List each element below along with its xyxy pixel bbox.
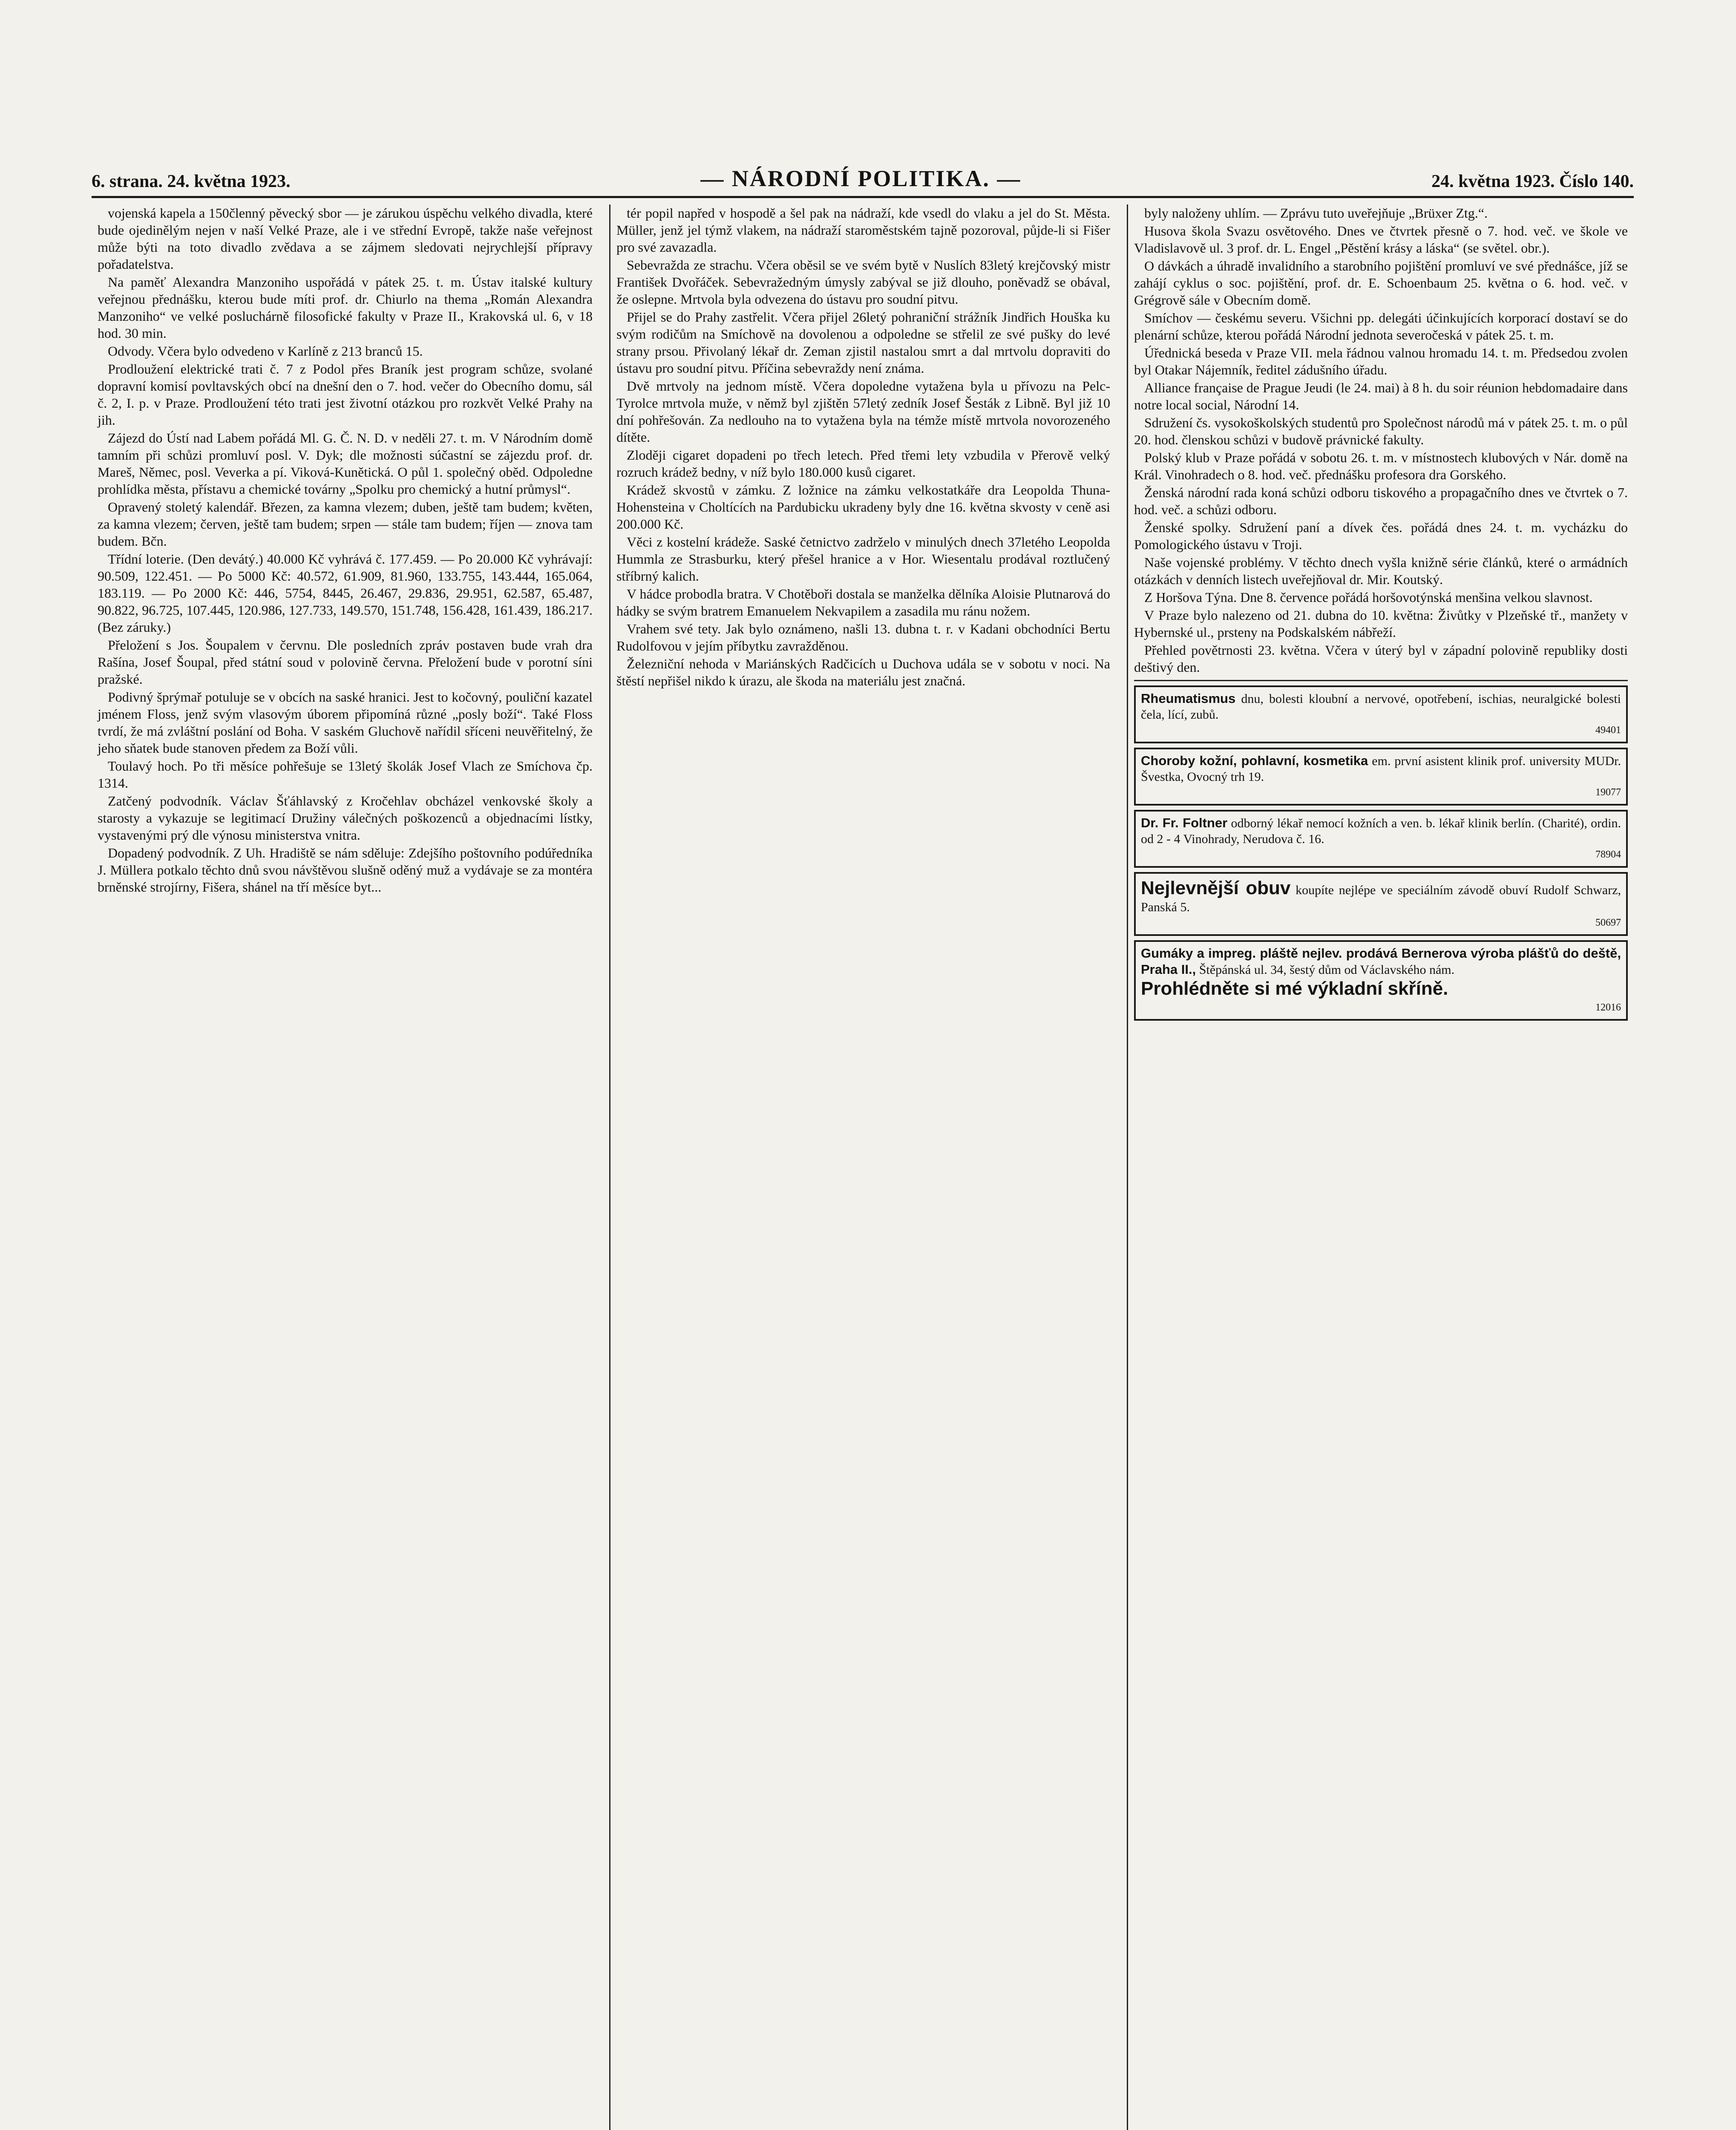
column-3-articles — [1134, 204, 1628, 676]
ad-text: odborný lékař nemocí kožních a ven. b. lékař klinik berlín. (Charité), ordin. od 2 - 4 Vinohrady, Nerudova č. 16. — [1141, 816, 1621, 846]
article-paragraph: Ženská národní rada koná schůzi odboru tiskového a propagačního dnes ve čtvrtek o 7. hod. več. a schůzi odboru. — [1134, 485, 1628, 517]
article-paragraph: Přehled povětrnosti 23. května. Včera v úterý byl v západní polovině republiky dosti deštivý den. — [1134, 642, 1628, 675]
article-paragraph: Přijel se do Prahy zastřelit. Včera přijel 26letý pohraniční strážník Jindřich Houška ku svým rodičům na Smíchově na dovolenou a odpoledne se střelil ze své pušky do levé strany prsou. Přivolaný lékař dr. Zeman zjistil nastalou smrt a dal mrtvolu dopraviti do ústavu pro soudní pitvu. Příčina sebevraždy není známa. — [616, 309, 1110, 376]
article-paragraph: Zájezd do Ústí nad Labem pořádá Ml. G. Č. N. D. v neděli 27. t. m. V Národním domě tamním při schůzi promluví posl. V. Dyk; dle možnosti súčastní se zájezdu prof. dr. Mareš, Němec, posl. Veverka a pí. Viková-Kunětická. O půl 1. společný oběd. Odpoledne prohlídka města, přístavu a chemické továrny „Spolku pro chemický a hutní průmysl“. — [98, 430, 593, 497]
article-paragraph: Sebevražda ze strachu. Včera oběsil se ve svém bytě v Nuslích 83letý krejčovský mistr František Dvořáček. Sebevražedným úmysly zabýval se již dlouho, poněvadž se obával, že oslepne. Mrtvola byla odvezena do ústavu pro soudní pitvu. — [616, 257, 1110, 307]
ad-title: Dr. Fr. Foltner — [1141, 815, 1228, 830]
ad-number: 12016 — [1595, 1002, 1621, 1013]
article-paragraph: Odvody. Včera bylo odvedeno v Karlíně z 213 branců 15. — [108, 343, 423, 359]
ad-rheumatismus — [1134, 685, 1628, 743]
article-paragraph: O dávkách a úhradě invalidního a starobního pojištění promluví ve své přednášce, jíž se zahájí cyklus o soc. pojištění, prof. dr. E. Schoenbaum 25. května o 6. hod. več. v Grégrově sále v Obecním domě. — [1134, 258, 1628, 308]
article-paragraph: Třídní loterie. (Den devátý.) 40.000 Kč vyhrává č. 177.459. — Po 20.000 Kč vyhrávají: 90.509, 122.451. — Po 5000 Kč: 40.572, 61.909, 81.960, 133.755, 143.444, 165.064, 183.119. — Po 2000 Kč: 446, 5754, 8445, 26.467, 29.836, 29.951, 62.587, 65.487, 90.822, 96.725, 107.445, 120.986, 127.733, 149.570, 151.748, 156.428, 161.439, 186.217. (Bez záruky.) — [98, 551, 593, 635]
article-paragraph: Husova škola Svazu osvětového. Dnes ve čtvrtek přesně o 7. hod. več. ve škole ve Vladislavově ul. 3 prof. dr. L. Engel „Pěstění krásy a láska“ (se světel. obr.). — [1134, 223, 1628, 256]
article-paragraph: Vrahem své tety. Jak bylo oznámeno, našli 13. dubna t. r. v Kadani obchodníci Bertu Rudolfovou v jejím příbytku zavražděnou. — [616, 621, 1110, 653]
ad-cta: Prohlédněte si mé výkladní skříně. — [1141, 978, 1448, 999]
article-columns — [92, 204, 1634, 2130]
article-paragraph: Dopadený podvodník. Z Uh. Hradiště se nám sděluje: Zdejšího poštovního podúředníka J. Müllera potkalo těchto dnů svou návštěvou slušně oděný muž a vydávaje se za montéra brněnské strojírny, Fišera, shánel na tří měsíce byt... — [98, 845, 593, 895]
article-paragraph: tér popil napřed v hospodě a šel pak na nádraží, kde vsedl do vlaku a jel do St. Města. Müller, jenž jel týmž vlakem, na nádraží staroměstském tajně pozoroval, půjde-li si Fišer pro své zavazadla. — [616, 205, 1110, 255]
article-paragraph: Ženské spolky. Sdružení paní a dívek čes. pořádá dnes 24. t. m. vycházku do Pomologického ústavu v Troji. — [1134, 520, 1628, 552]
article-paragraph: Opravený stoletý kalendář. Březen, za kamna vlezem; duben, ještě tam budem; květen, za kamna vlezem; červen, ještě tam budem; srpen — stále tam budem; říjen — znova tam budem. Bčn. — [98, 499, 593, 549]
ad-text: dnu, bolesti kloubní a nervové, opotřebení, ischias, neuralgické bolesti čela, lící, zubů. — [1141, 692, 1621, 722]
ad-number: 19077 — [1595, 787, 1621, 798]
article-paragraph: Polský klub v Praze pořádá v sobotu 26. t. m. v místnostech klubových v Nár. domě na Král. Vinohradech o 8. hod. več. přednášku profesora dra Gorského. — [1134, 450, 1628, 482]
article-paragraph: Železniční nehoda v Mariánských Radčicích u Duchova udála se v sobotu v noci. Na štěstí nepřišel nikdo k úrazu, ale škoda na materiálu jest značná. — [616, 656, 1110, 688]
article-paragraph: V Praze bylo nalezeno od 21. dubna do 10. května: Živůtky v Plzeňské tř., manžety v Hybernské ul., prsteny na Podskalském nábřeží. — [1134, 607, 1628, 640]
article-paragraph: Krádež skvostů v zámku. Z ložnice na zámku velkostatkáře dra Leopolda Thuna-Hohensteina v Choltících na Pardubicku ukradeny byly dne 16. května skvosty v ceně asi 200.000 Kč. — [616, 482, 1110, 532]
article-paragraph: Naše vojenské problémy. V těchto dnech vyšla knižně série článků, které o armádních otázkách v denních listech uveřejňoval dr. Mir. Koutský. — [1134, 555, 1628, 587]
column-1 — [92, 204, 599, 2130]
article-paragraph: byly naloženy uhlím. — Zprávu tuto uveřejňuje „Brüxer Ztg.“. — [1144, 205, 1488, 221]
article-paragraph: Zloději cigaret dopadeni po třech letech. Před třemi lety vzbudila v Přerově velký rozruch krádež bedny, v níž bylo 180.000 kusů cigaret. — [616, 447, 1110, 480]
article-paragraph: Na paměť Alexandra Manzoniho uspořádá v pátek 25. t. m. Ústav italské kultury veřejnou přednášku, kterou bude míti prof. dr. Chiurlo na thema „Román Alexandra Manzoniho“ ve velké posluchárně filosofické fakulty v Praze II., Krakovská ul. 6, v 18 hod. 30 min. — [98, 274, 593, 341]
masthead-title: — NÁRODNÍ POLITIKA. — — [700, 166, 1022, 191]
article-paragraph: vojenská kapela a 150členný pěvecký sbor — je zárukou úspěchu velkého divadla, které bude ojedinělým nejen v naší Velké Praze, ale i ve střední Evropě, takže naše veřejnost může býti na toto divadlo zvědava a se zájmem sledovati nejrychlejší přípravy pořadatelstva. — [98, 205, 593, 272]
article-paragraph: Z Horšova Týna. Dne 8. července pořádá horšovotýnská menšina velkou slavnost. — [1144, 590, 1593, 605]
ad-number: 49401 — [1595, 725, 1621, 736]
article-paragraph: Úřednická beseda v Praze VII. mela řádnou valnou hromadu 14. t. m. Předsedou zvolen byl Otakar Nájemník, ředitel zádušního úřadu. — [1134, 345, 1628, 377]
ad-gumaky — [1134, 940, 1628, 1021]
column-3 — [1127, 204, 1634, 2130]
ad-number: 78904 — [1595, 849, 1621, 860]
article-paragraph: Prodloužení elektrické trati č. 7 z Podol přes Braník jest program schůze, svolané dopravní komisí povltavských obcí na dnešní den o 7. hod. večer do Obecního domu, sál č. 2, I. p. v Praze. Prodloužení této trati jest životní otázkou pro rozkvět Velké Prahy na jih. — [98, 361, 593, 428]
ad-text: Štěpánská ul. 34, šestý dům od Václavského nám. — [1199, 963, 1455, 977]
article-paragraph: Zatčený podvodník. Václav Šťáhlavský z Kročehlav obcházel venkovské školy a starosty a vykazuje se legitimací Družiny válečných poškozenců a objednacími lístky, vystavenými prý dle výnosu ministerstva vnitra. — [98, 793, 593, 843]
article-paragraph: Alliance française de Prague Jeudi (le 24. mai) à 8 h. du soir réunion hebdomadaire dans notre local social, Národní 14. — [1134, 380, 1628, 412]
article-paragraph: Přeložení s Jos. Šoupalem v červnu. Dle posledních zpráv postaven bude vrah dra Rašína, Josef Šoupal, před státní soud v polovině června. Přeložení bude v porotní síni pražské. — [98, 637, 593, 687]
ad-text: koupíte nejlépe ve speciálním závodě obuví Rudolf Schwarz, Panská 5. — [1141, 883, 1621, 914]
ad-text: em. první asistent klinik prof. university MUDr. Švestka, Ovocný trh 19. — [1141, 754, 1621, 784]
ad-title: Choroby kožní, pohlavní, kosmetika — [1141, 753, 1368, 768]
ad-title: Rheumatismus — [1141, 691, 1236, 706]
article-paragraph: Podivný šprýmař potuluje se v obcích na saské hranici. Jest to kočovný, pouliční kazatel jménem Floss, jenž svým vlasovým úborem připomíná různé „posly boží“. Také Floss tvrdí, že má zvláštní poslání od Boha. V saském Gluchově nařídil sříceni neuvěřitelný, že jeho sňatek bude stanoven předem za Boží vůli. — [98, 689, 593, 756]
header-left: 6. strana. 24. května 1923. — [92, 172, 291, 191]
ad-title: Gumáky a impreg. pláště nejlev. prodává Bernerova výroba plášťů do deště, Praha II., — [1141, 946, 1621, 977]
newspaper-page — [92, 164, 1634, 2130]
header-right: 24. května 1923. Číslo 140. — [1431, 172, 1634, 191]
ad-foltner — [1134, 810, 1628, 868]
article-paragraph: Toulavý hoch. Po tři měsíce pohřešuje se 13letý školák Josef Vlach ze Smíchova čp. 1314. — [98, 758, 593, 791]
article-paragraph: Smíchov — českému severu. Všichni pp. delegáti účinkujících korporací dostaví se do plenární schůze, kterou pořádá Národní jednota severočeská v pátek 25. t. m. — [1134, 310, 1628, 343]
ad-number: 50697 — [1595, 917, 1621, 928]
column-2 — [609, 204, 1116, 2130]
article-paragraph: Sdružení čs. vysokoškolských studentů pro Společnost národů má v pátek 25. t. m. o půl 20. hod. členskou schůzi v budově právnické fakulty. — [1134, 415, 1628, 447]
article-paragraph: Dvě mrtvoly na jednom místě. Včera dopoledne vytažena byla u přívozu na Pelc-Tyrolce mrtvola muže, v němž byl zjištěn 57letý zedník Josef Šesták z Libně. Byl již 10 dní pohřešován. Za nedlouho na to vytažena byla na témže místě mrtvola novorozeného dítěte. — [616, 378, 1110, 445]
ad-choroby — [1134, 748, 1628, 806]
article-paragraph: V hádce probodla bratra. V Chotěboři dostala se manželka dělníka Aloisie Plutnarová do hádky se svým bratrem Emanuelem Nekvapilem a zasadila mu ránu nožem. — [616, 586, 1110, 619]
page-header — [92, 164, 1634, 198]
ad-title: Nejlevnější obuv — [1141, 878, 1291, 898]
ad-obuv — [1134, 872, 1628, 936]
article-paragraph: Věci z kostelní krádeže. Saské četnictvo zadrželo v minulých dnech 37letého Leopolda Hummla ze Strasburku, který přešel hranice a v Hor. Wiesentalu prodával roztlučený stříbrný kalich. — [616, 534, 1110, 584]
